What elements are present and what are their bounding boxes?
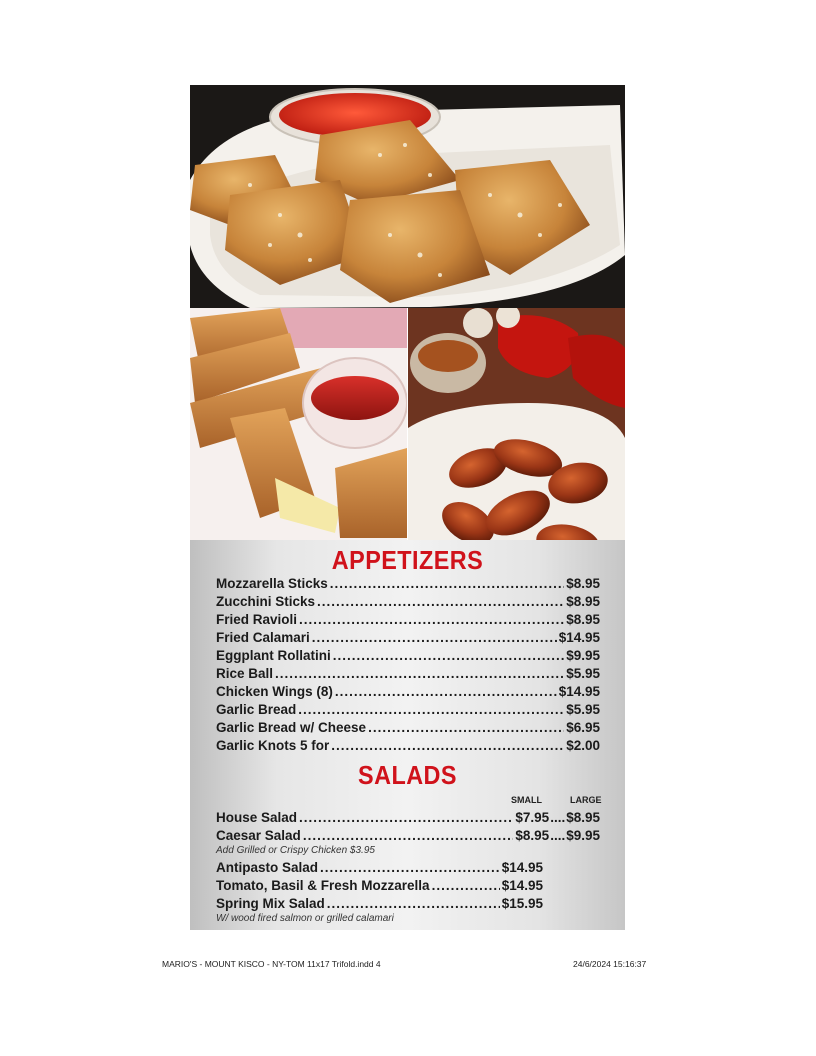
item-name: Zucchini Sticks: [216, 594, 316, 609]
item-price: $14.95: [501, 860, 543, 875]
leader-dots: [330, 576, 564, 591]
leader-dots: [327, 896, 500, 911]
menu-item-fried-calamari: [216, 630, 600, 645]
item-name: Caesar Salad: [216, 828, 301, 843]
leader-dots: [298, 702, 564, 717]
item-name: Eggplant Rollatini: [216, 648, 331, 663]
item-price: $8.95: [566, 594, 600, 609]
item-name: Mozzarella Sticks: [216, 576, 328, 591]
item-price-large: $9.95: [566, 828, 600, 843]
item-price: $2.00: [566, 738, 600, 753]
leader-dots: [299, 612, 564, 627]
item-name: Garlic Bread: [216, 702, 297, 717]
caesar-salad-note: Add Grilled or Crispy Chicken $3.95: [216, 845, 375, 856]
footer-filename: MARIO'S - MOUNT KISCO - NY-TOM 11x17 Trifold.indd 4: [162, 959, 381, 969]
salads-heading: SALADS: [358, 760, 457, 790]
column-header-large: LARGE: [570, 795, 602, 805]
menu-item-house-salad: [216, 810, 600, 825]
column-header-small: SMALL: [511, 795, 542, 805]
item-price: $5.95: [566, 666, 600, 681]
item-price: $9.95: [566, 648, 600, 663]
price-separator: ....: [550, 810, 566, 825]
spring-mix-note: W/ wood fired salmon or grilled calamari: [216, 913, 394, 924]
item-name: Tomato, Basil & Fresh Mozzarella: [216, 878, 430, 893]
leader-dots: [432, 878, 500, 893]
item-name: Rice Ball: [216, 666, 274, 681]
menu-item-antipasto-salad: [216, 860, 543, 875]
leader-dots: [331, 738, 564, 753]
leader-dots: [303, 828, 514, 843]
item-name: Spring Mix Salad: [216, 896, 325, 911]
menu-item-spring-mix-salad: [216, 896, 543, 911]
item-name: Garlic Bread w/ Cheese: [216, 720, 367, 735]
item-price: $15.95: [501, 896, 543, 911]
item-price: $8.95: [566, 576, 600, 591]
leader-dots: [299, 810, 513, 825]
price-separator: ....: [550, 828, 566, 843]
appetizers-heading: APPETIZERS: [331, 545, 484, 575]
menu-item-tomato-basil-mozzarella: [216, 878, 543, 893]
menu-item-garlic-bread-cheese: [216, 720, 600, 735]
item-price-small: $7.95: [515, 810, 550, 825]
leader-dots: [275, 666, 564, 681]
item-price: $6.95: [566, 720, 600, 735]
leader-dots: [320, 860, 500, 875]
menu-text-area: [190, 540, 625, 930]
menu-panel: [190, 85, 625, 930]
item-price: $14.95: [501, 878, 543, 893]
menu-item-mozzarella-sticks: [216, 576, 600, 591]
menu-item-garlic-bread: [216, 702, 600, 717]
leader-dots: [335, 684, 557, 699]
item-price: $14.95: [558, 684, 600, 699]
menu-item-rice-ball: [216, 666, 600, 681]
item-price-small: $8.95: [515, 828, 550, 843]
menu-item-caesar-salad: [216, 828, 600, 843]
fried-ravioli-illustration: [190, 85, 625, 308]
item-name: Fried Ravioli: [216, 612, 298, 627]
fried-ravioli-photo: [190, 85, 625, 308]
menu-item-eggplant-rollatini: [216, 648, 600, 663]
menu-item-chicken-wings: [216, 684, 600, 699]
item-price: $8.95: [566, 612, 600, 627]
menu-item-garlic-knots: [216, 738, 600, 753]
item-name: Chicken Wings (8): [216, 684, 333, 699]
menu-item-fried-ravioli: [216, 612, 600, 627]
item-name: Antipasto Salad: [216, 860, 319, 875]
item-price: $14.95: [558, 630, 600, 645]
leader-dots: [368, 720, 564, 735]
menu-item-zucchini-sticks: [216, 594, 600, 609]
leader-dots: [333, 648, 564, 663]
item-price-large: $8.95: [566, 810, 600, 825]
footer-datetime: 24/6/2024 15:16:37: [573, 959, 647, 969]
item-name: Fried Calamari: [216, 630, 310, 645]
leader-dots: [317, 594, 564, 609]
leader-dots: [312, 630, 557, 645]
item-price: $5.95: [566, 702, 600, 717]
item-name: Garlic Knots 5 for: [216, 738, 330, 753]
item-name: House Salad: [216, 810, 298, 825]
